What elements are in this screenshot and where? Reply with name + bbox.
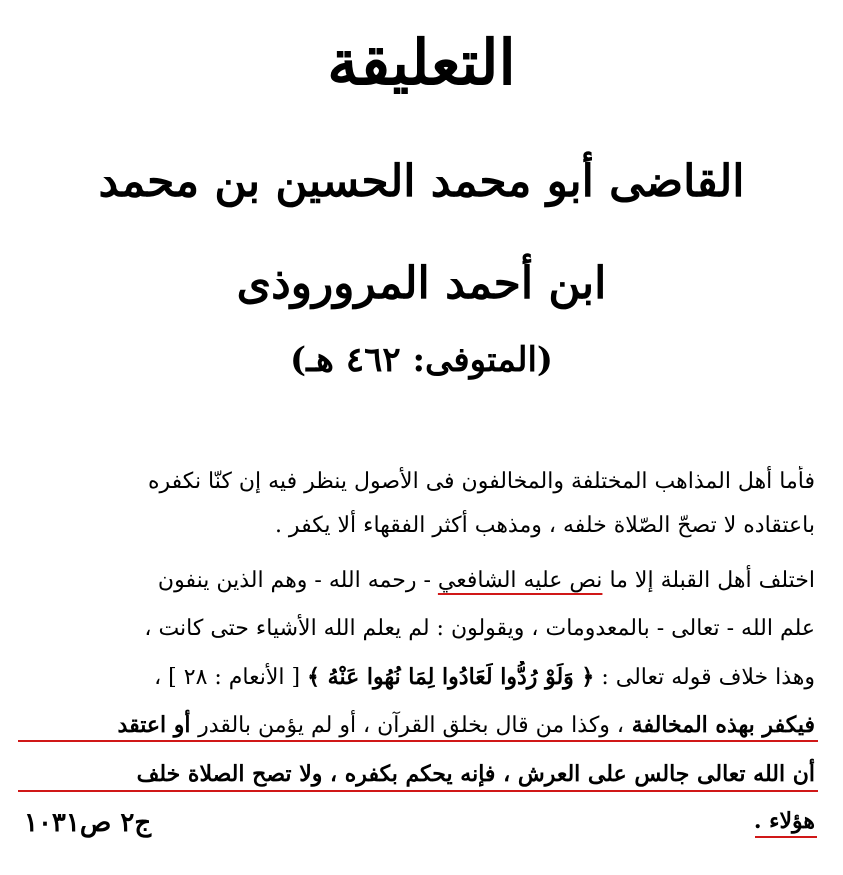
paragraph2-line5: أن الله تعالى جالس على العرش ، فإنه يحكم بكفره ، ولا تصح الصلاة خلف <box>136 761 815 787</box>
paragraph2-line1-start: اختلف أهل القبلة إلا ما <box>609 568 815 593</box>
highlight-underline-1 <box>18 740 818 742</box>
volume-page-reference: ج٢ ص١٠٣١ <box>24 808 152 838</box>
paragraph2-line3-start: وهذا خلاف قوله تعالى : <box>601 665 815 690</box>
paragraph2-line6: هؤلاء . <box>753 808 815 834</box>
death-date: (المتوفى: ٤٦٢ هـ) <box>290 340 553 380</box>
paragraph1-line2: باعتقاده لا تصحّ الصّلاة خلفه ، ومذهب أكثر الفقهاء ألا يكفر . <box>274 513 815 538</box>
paragraph2-line1 <box>25 565 815 597</box>
book-title: التعليقة <box>327 26 516 99</box>
paragraph2-line4-middle: ، وكذا من قال بخلق القرآن ، أو لم يؤمن بالقدر <box>198 713 625 738</box>
author-name-line2: ابن أحمد المروروذى <box>236 258 607 309</box>
highlight-underline-3 <box>755 836 817 838</box>
paragraph2-line4-end: أو اعتقد <box>117 712 191 738</box>
paragraph2-line4 <box>25 709 815 742</box>
surah-reference: [ الأنعام : ٢٨ ] ، <box>154 665 301 690</box>
author-name-line1: القاضى أبو محمد الحسين بن محمد <box>98 156 745 207</box>
paragraph2-line3 <box>25 661 815 694</box>
paragraph2-line4-start: فيكفر بهذه المخالفة <box>631 712 815 738</box>
paragraph1-line1: فأما أهل المذاهب المختلفة والمخالفون فى الأصول ينظر فيه إن كنّا نكفره <box>148 469 815 494</box>
highlight-underline-2 <box>18 790 818 792</box>
shafii-reference: نص عليه الشافعي <box>437 568 603 593</box>
quran-verse: ﴿ وَلَوْ رُدُّوا لَعَادُوا لِمَا نُهُوا عَنْهُ ﴾ <box>307 664 595 690</box>
paragraph2-line2: علم الله - تعالى - بالمعدومات ، ويقولون : لم يعلم الله الأشياء حتى كانت ، <box>144 616 815 641</box>
paragraph2-line1-end: - رحمه الله - وهم الذين ينفون <box>157 568 431 593</box>
